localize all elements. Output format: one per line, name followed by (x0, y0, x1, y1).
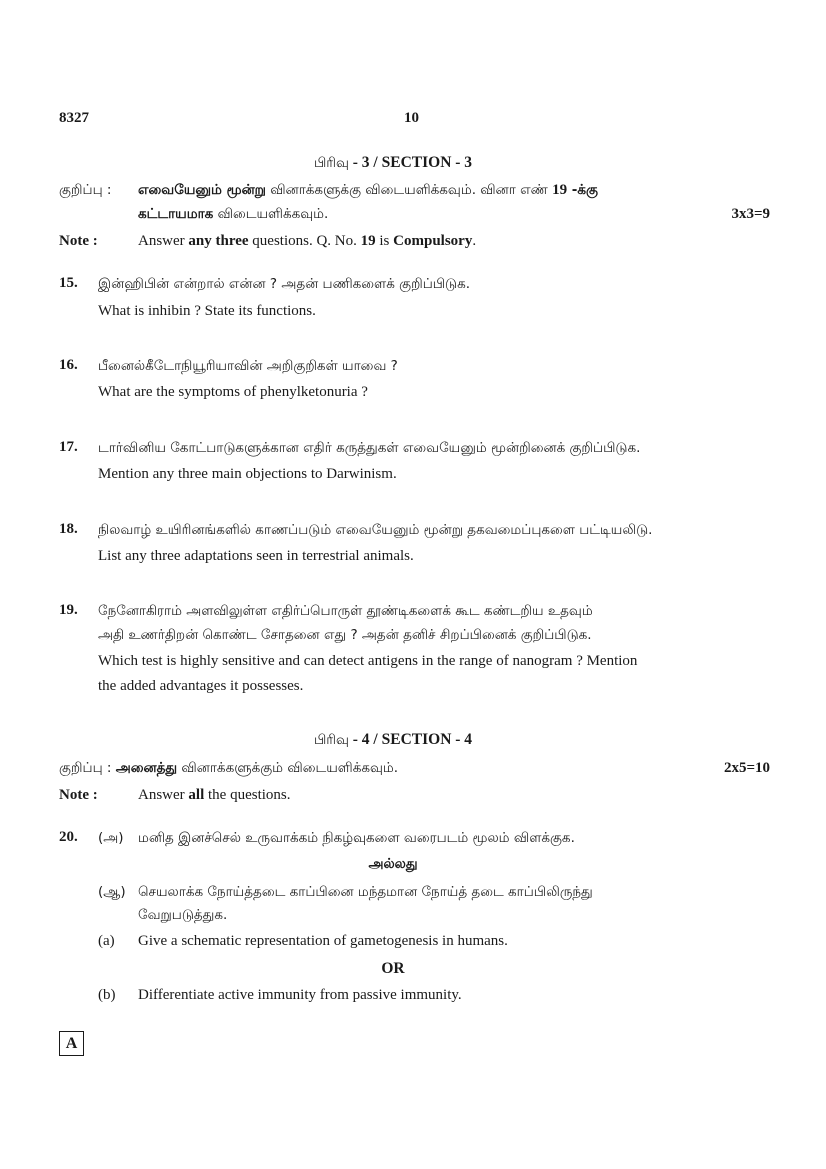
note-en-4: . (472, 233, 477, 249)
note-en-2: the questions. (204, 787, 291, 803)
section-3-note-en (138, 233, 476, 250)
question-number: 16. (59, 357, 78, 373)
section-3-title-ta: பிரிவு (313, 155, 349, 171)
section-4-title-ta: பிரிவு (313, 732, 349, 748)
option-text-ta-b-line2: வேறுபடுத்துக. (138, 907, 228, 923)
section-4-title-num: - 4 / SECTION - 4 (348, 731, 473, 748)
option-text-en-a: Give a schematic representation of gametogenesis in humans. (138, 933, 508, 949)
question-text-en: What are the symptoms of phenylketonuria ? (98, 384, 368, 400)
note-en-1: Answer (138, 787, 189, 803)
note-label-en: Note : (59, 787, 98, 803)
question-number: 17. (59, 439, 78, 455)
section-3-note-ta-line1 (138, 182, 598, 200)
option-text-ta-b-line1: செயலாக்க நோய்த்தடை காப்பினை மந்தமான நோய்த் தடை காப்பிலிருந்து (138, 884, 593, 900)
note-en-1: Answer (138, 233, 189, 249)
note-ta-bold: அனைத்து (115, 760, 178, 776)
question-text-ta-line2: அதி உணர்திறன் கொண்ட சோதனை எது ? அதன் தனிச் சிறப்பினைக் குறிப்பிடுக. (98, 627, 592, 643)
note-en-2: questions. Q. No. (248, 233, 361, 249)
note-en-b: all (188, 787, 205, 803)
question-text-en: What is inhibin ? State its functions. (98, 303, 316, 319)
section-3-title (0, 154, 786, 173)
question-text-ta: டார்வினிய கோட்பாடுகளுக்கான எதிர் கருத்துகள் எவையேனும் மூன்றினைக் குறிப்பிடுக. (98, 440, 641, 456)
section-3-note-ta-line2 (138, 206, 328, 224)
section-4-note-ta (59, 760, 398, 778)
section-4-marks: 2x5=10 (723, 760, 770, 776)
or-en: OR (381, 960, 405, 977)
note-en-3: is (375, 233, 394, 249)
page-number: 10 (404, 110, 419, 126)
version-box: A (59, 1031, 84, 1056)
section-3-marks: 3x3=9 (731, 206, 770, 222)
question-text-ta: நிலவாழ் உயிரினங்களில் காணப்படும் எவையேனும் மூன்று தகவமைப்புகளை பட்டியலிடு. (98, 522, 653, 538)
question-text-en: List any three adaptations seen in terrestrial animals. (98, 548, 414, 564)
note-en-b3: Compulsory (393, 233, 473, 249)
question-text-en: Mention any three main objections to Darwinism. (98, 466, 397, 482)
section-4-note-en (138, 787, 291, 804)
note-en-b1: any three (188, 233, 249, 249)
option-label-ta-b: (ஆ) (98, 884, 126, 900)
question-text-ta: இன்ஹிபின் என்றால் என்ன ? அதன் பணிகளைக் குறிப்பிடுக. (98, 276, 471, 292)
option-label-en-b: (b) (98, 987, 116, 1003)
question-text-ta-line1: நேனோகிராம் அளவிலுள்ள எதிர்ப்பொருள் தூண்டிகளைக் கூட கண்டறிய உதவும் (98, 603, 593, 619)
note-ta-bold1: எவையேனும் மூன்று (138, 182, 266, 198)
question-number: 20. (59, 829, 78, 845)
paper-code: 8327 (59, 110, 89, 126)
note-ta-suffix: -க்கு (567, 182, 598, 198)
note-ta-bold2: கட்டாயமாக (138, 206, 214, 222)
note-label-ta: குறிப்பு : (59, 182, 112, 198)
question-text-en-line2: the added advantages it possesses. (98, 678, 304, 694)
question-number: 15. (59, 275, 78, 291)
note-label-en: Note : (59, 233, 98, 249)
note-ta-num: 19 (552, 182, 568, 198)
question-text-en-line1: Which test is highly sensitive and can detect antigens in the range of nanogram ? Mention (98, 653, 638, 669)
section-3-title-num: - 3 / SECTION - 3 (348, 154, 473, 171)
question-text-ta: பீனைல்கீடோநியூரியாவின் அறிகுறிகள் யாவை ? (98, 358, 398, 374)
option-label-ta-a: (அ) (98, 830, 124, 846)
note-ta-1: வினாக்களுக்கு விடையளிக்கவும். வினா எண் (265, 182, 553, 198)
option-label-en-a: (a) (98, 933, 115, 949)
note-label-ta: குறிப்பு : (59, 760, 116, 776)
question-number: 19. (59, 602, 78, 618)
section-4-title (0, 731, 786, 750)
note-ta: வினாக்களுக்கும் விடையளிக்கவும். (177, 760, 399, 776)
option-text-ta-a: மனித இனச்செல் உருவாக்கம் நிகழ்வுகளை வரைபடம் மூலம் விளக்குக. (138, 830, 575, 846)
option-text-en-b: Differentiate active immunity from passive immunity. (138, 987, 462, 1003)
question-number: 18. (59, 521, 78, 537)
note-ta-2: விடையளிக்கவும். (213, 206, 329, 222)
note-en-b2: 19 (360, 233, 376, 249)
or-ta: அல்லது (368, 856, 418, 872)
